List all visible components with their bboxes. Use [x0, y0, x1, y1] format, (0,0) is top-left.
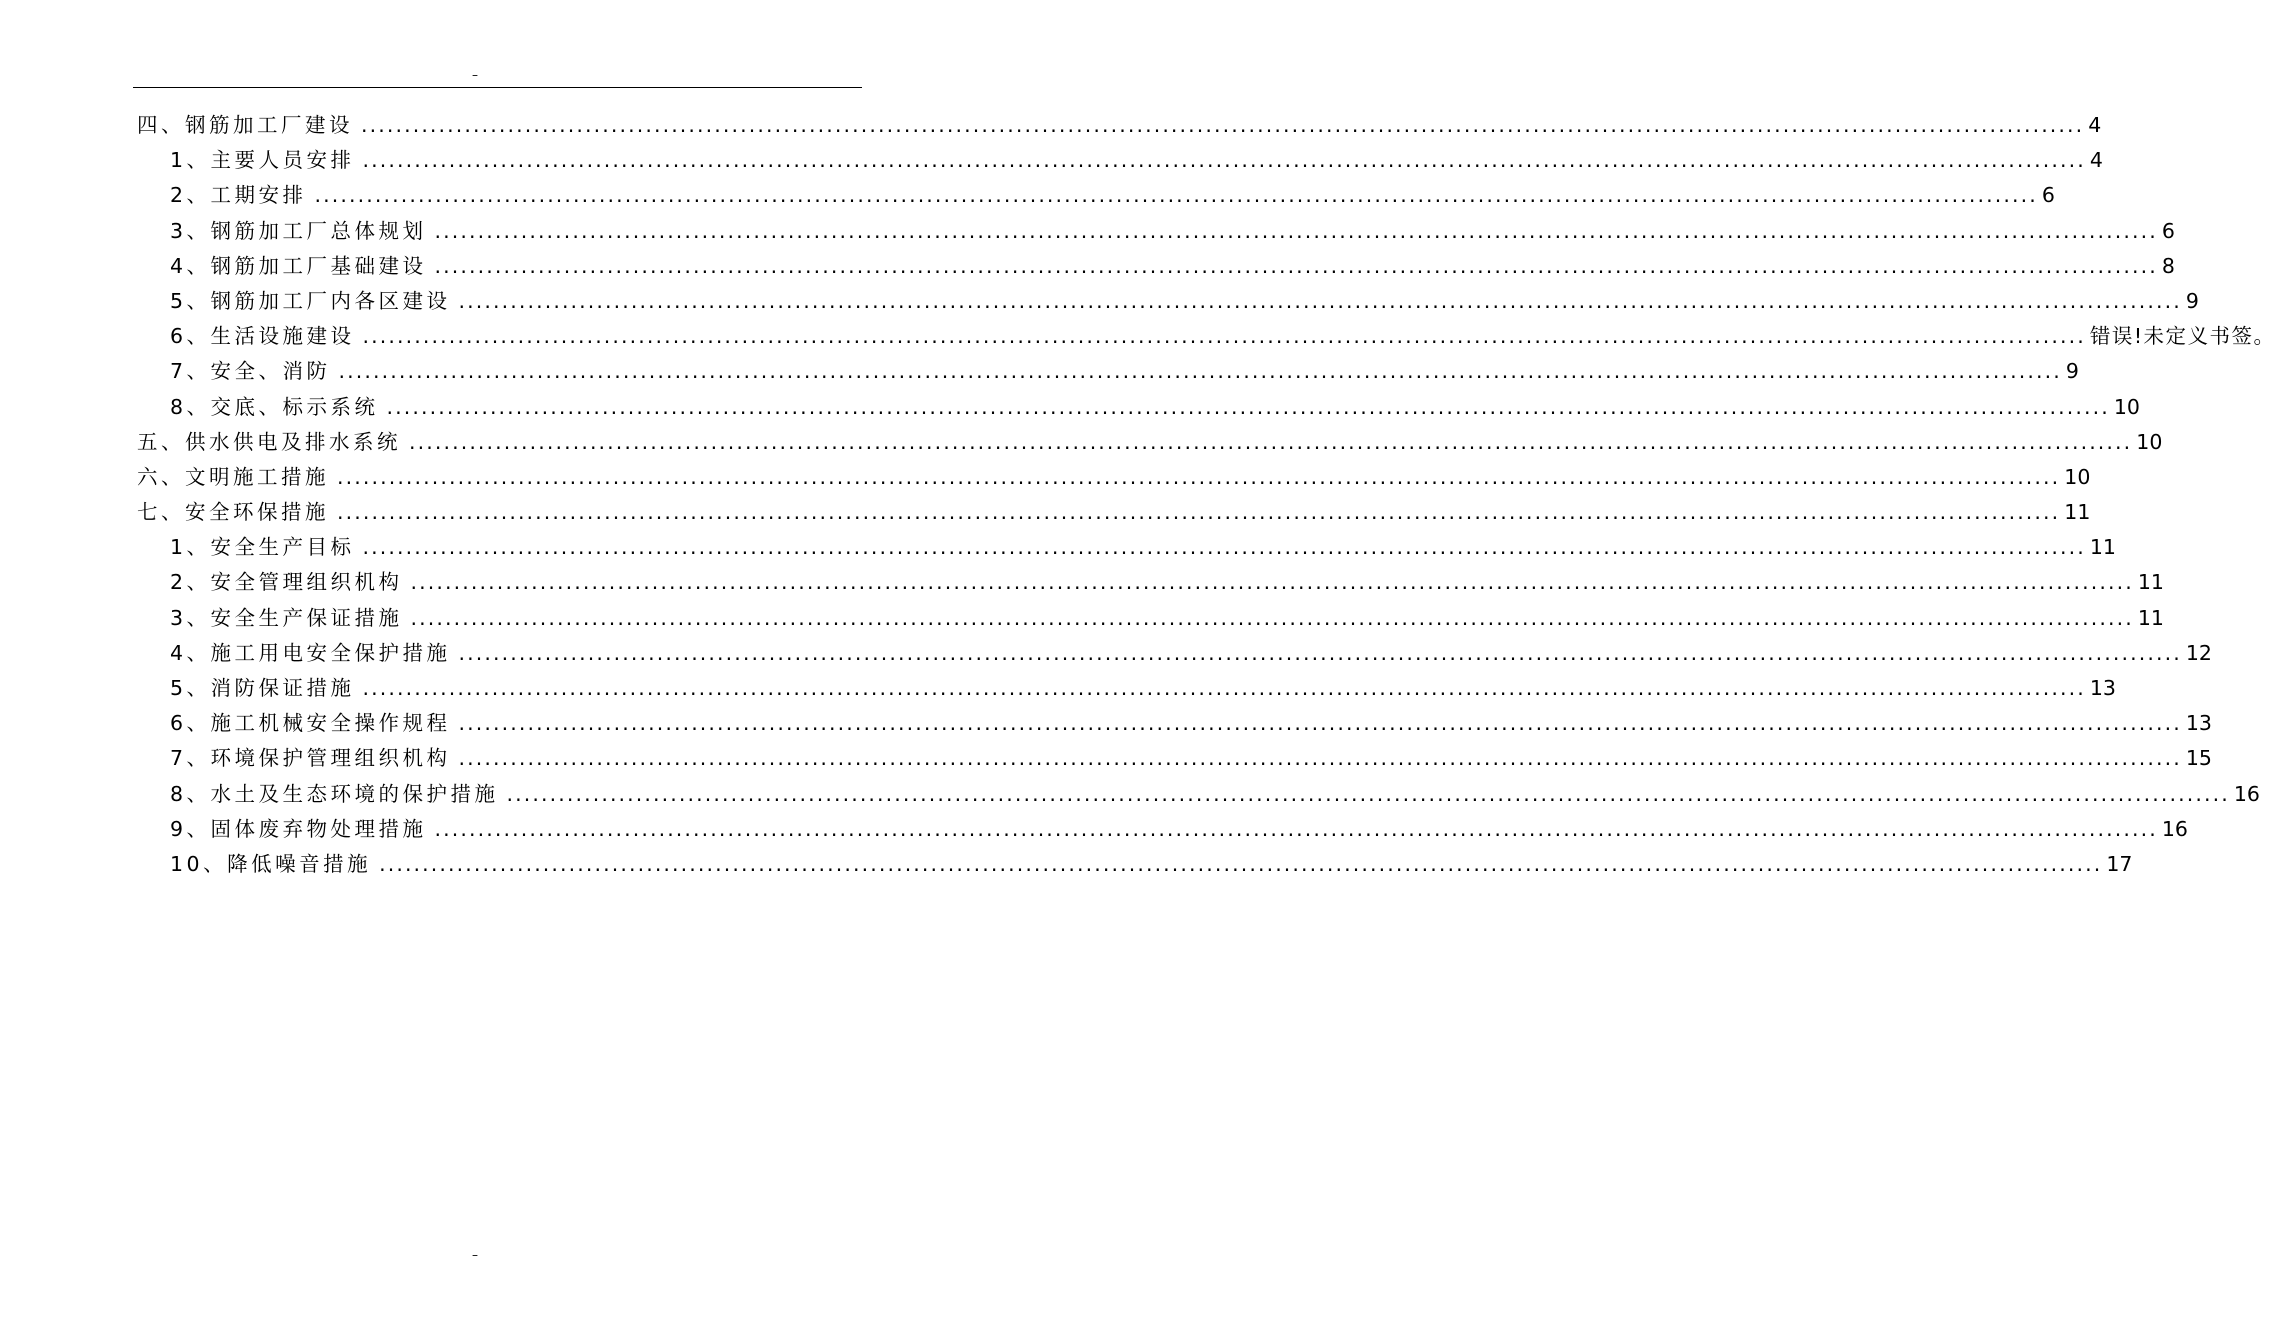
toc-entry[interactable] [137, 249, 2175, 284]
toc-entry-title: 1、主要人员安排 [170, 148, 355, 173]
toc-dot-leader: ........................................................................................................................................................................................................ [338, 359, 2062, 384]
toc-entry-title: 六、文明施工措施 [137, 464, 329, 489]
toc-dot-leader: ........................................................................................................................................................................................................ [506, 781, 2230, 806]
toc-entry-page-number: 16 [2233, 781, 2260, 806]
toc-entry-page-number: 8 [2161, 253, 2175, 278]
toc-entry-page-number: 15 [2185, 746, 2212, 771]
toc-entry-title: 6、生活设施建设 [170, 324, 355, 349]
toc-dot-leader: ........................................................................................................................................................................................................ [361, 113, 2085, 137]
toc-entry-page-number: 13 [2089, 676, 2116, 700]
toc-entry-page-number: 9 [2185, 288, 2199, 313]
toc-entry-page-number: 16 [2161, 816, 2188, 841]
toc-entry-page-number: 9 [2065, 359, 2079, 384]
toc-dot-leader: ........................................................................................................................................................................................................ [386, 394, 2110, 419]
toc-dot-leader: ........................................................................................................................................................................................................ [337, 500, 2061, 525]
toc-dot-leader: ........................................................................................................................................................................................................ [410, 570, 2134, 595]
toc-entry-title: 五、供水供电及排水系统 [137, 429, 401, 454]
toc-dot-leader: ........................................................................................................................................................................................................ [337, 464, 2061, 489]
toc-entry-title: 6、施工机械安全操作规程 [170, 711, 451, 736]
toc-entry[interactable] [137, 284, 2199, 319]
toc-entry-title: 9、固体废弃物处理措施 [170, 816, 427, 841]
toc-dot-leader: ........................................................................................................................................................................................................ [434, 218, 2158, 243]
toc-entry[interactable] [137, 671, 2116, 706]
toc-dot-leader: ........................................................................................................................................................................................................ [434, 816, 2158, 841]
toc-dot-leader: ........................................................................................................................................................................................................ [410, 605, 2134, 630]
toc-entry[interactable] [137, 178, 2055, 213]
toc-entry-page-number: 12 [2185, 640, 2212, 665]
toc-entry-page-number: 11 [2089, 535, 2116, 560]
toc-entry[interactable] [137, 425, 2163, 460]
toc-entry[interactable] [137, 565, 2164, 600]
toc-entry-page-number: 错误!未定义书签。 [2089, 324, 2276, 349]
toc-dot-leader: ........................................................................................................................................................................................................ [409, 429, 2133, 454]
toc-entry[interactable] [137, 460, 2091, 495]
page-header-mark: – [472, 68, 478, 82]
toc-entry-page-number: 11 [2064, 500, 2091, 525]
toc-dot-leader: ........................................................................................................................................................................................................ [458, 746, 2182, 771]
toc-dot-leader: ........................................................................................................................................................................................................ [362, 148, 2086, 173]
toc-entry-title: 1、安全生产目标 [170, 535, 355, 560]
toc-entry-title: 5、消防保证措施 [170, 676, 355, 700]
toc-entry-page-number: 4 [2089, 148, 2103, 173]
toc-entry[interactable] [137, 601, 2164, 636]
toc-dot-leader: ........................................................................................................................................................................................................ [362, 535, 2086, 560]
toc-dot-leader: ........................................................................................................................................................................................................ [434, 253, 2158, 278]
page-footer-mark: – [472, 1248, 478, 1262]
toc-entry[interactable] [137, 319, 2276, 354]
toc-entry[interactable] [137, 812, 2188, 847]
toc-dot-leader: ........................................................................................................................................................................................................ [314, 183, 2038, 208]
toc-entry[interactable] [137, 741, 2212, 776]
toc-entry-title: 3、钢筋加工厂总体规划 [170, 218, 427, 243]
toc-entry-title: 7、环境保护管理组织机构 [170, 746, 451, 771]
toc-entry[interactable] [137, 706, 2212, 741]
toc-entry-page-number: 11 [2137, 570, 2164, 595]
toc-dot-leader: ........................................................................................................................................................................................................ [362, 324, 2086, 349]
toc-dot-leader: ........................................................................................................................................................................................................ [362, 676, 2086, 700]
toc-entry-title: 8、交底、标示系统 [170, 394, 379, 419]
toc-entry-title: 4、钢筋加工厂基础建设 [170, 253, 427, 278]
toc-entry[interactable] [137, 143, 2103, 178]
toc-entry[interactable] [137, 636, 2212, 671]
toc-entry-title: 七、安全环保措施 [137, 500, 329, 525]
toc-entry-title: 四、钢筋加工厂建设 [137, 113, 353, 137]
toc-entry[interactable] [137, 390, 2140, 425]
toc-entry-page-number: 17 [2106, 851, 2133, 876]
toc-entry[interactable] [137, 777, 2260, 812]
toc-entry-page-number: 4 [2088, 113, 2102, 137]
toc-dot-leader: ........................................................................................................................................................................................................ [458, 711, 2182, 736]
toc-entry-title: 2、安全管理组织机构 [170, 570, 403, 595]
toc-entry[interactable] [137, 847, 2133, 882]
toc-entry-title: 2、工期安排 [170, 183, 307, 208]
toc-entry-page-number: 6 [2041, 183, 2055, 208]
table-of-contents [137, 108, 2276, 882]
toc-entry-page-number: 6 [2161, 218, 2175, 243]
toc-entry-title: 7、安全、消防 [170, 359, 331, 384]
toc-entry[interactable] [137, 495, 2091, 530]
toc-entry-page-number: 10 [2136, 429, 2163, 454]
toc-entry[interactable] [137, 354, 2079, 389]
toc-entry-title: 3、安全生产保证措施 [170, 605, 403, 630]
toc-entry[interactable] [137, 108, 2102, 143]
toc-entry-title: 10、降低噪音措施 [170, 851, 372, 876]
toc-entry-title: 5、钢筋加工厂内各区建设 [170, 288, 451, 313]
header-rule [133, 87, 862, 88]
toc-entry-page-number: 10 [2113, 394, 2140, 419]
toc-entry-page-number: 11 [2137, 605, 2164, 630]
toc-entry[interactable] [137, 214, 2175, 249]
toc-dot-leader: ........................................................................................................................................................................................................ [379, 851, 2103, 876]
toc-entry-title: 4、施工用电安全保护措施 [170, 640, 451, 665]
toc-entry-page-number: 10 [2064, 464, 2091, 489]
toc-dot-leader: ........................................................................................................................................................................................................ [458, 640, 2182, 665]
toc-dot-leader: ........................................................................................................................................................................................................ [458, 288, 2182, 313]
toc-entry-page-number: 13 [2185, 711, 2212, 736]
toc-entry-title: 8、水土及生态环境的保护措施 [170, 781, 499, 806]
toc-entry[interactable] [137, 530, 2116, 565]
